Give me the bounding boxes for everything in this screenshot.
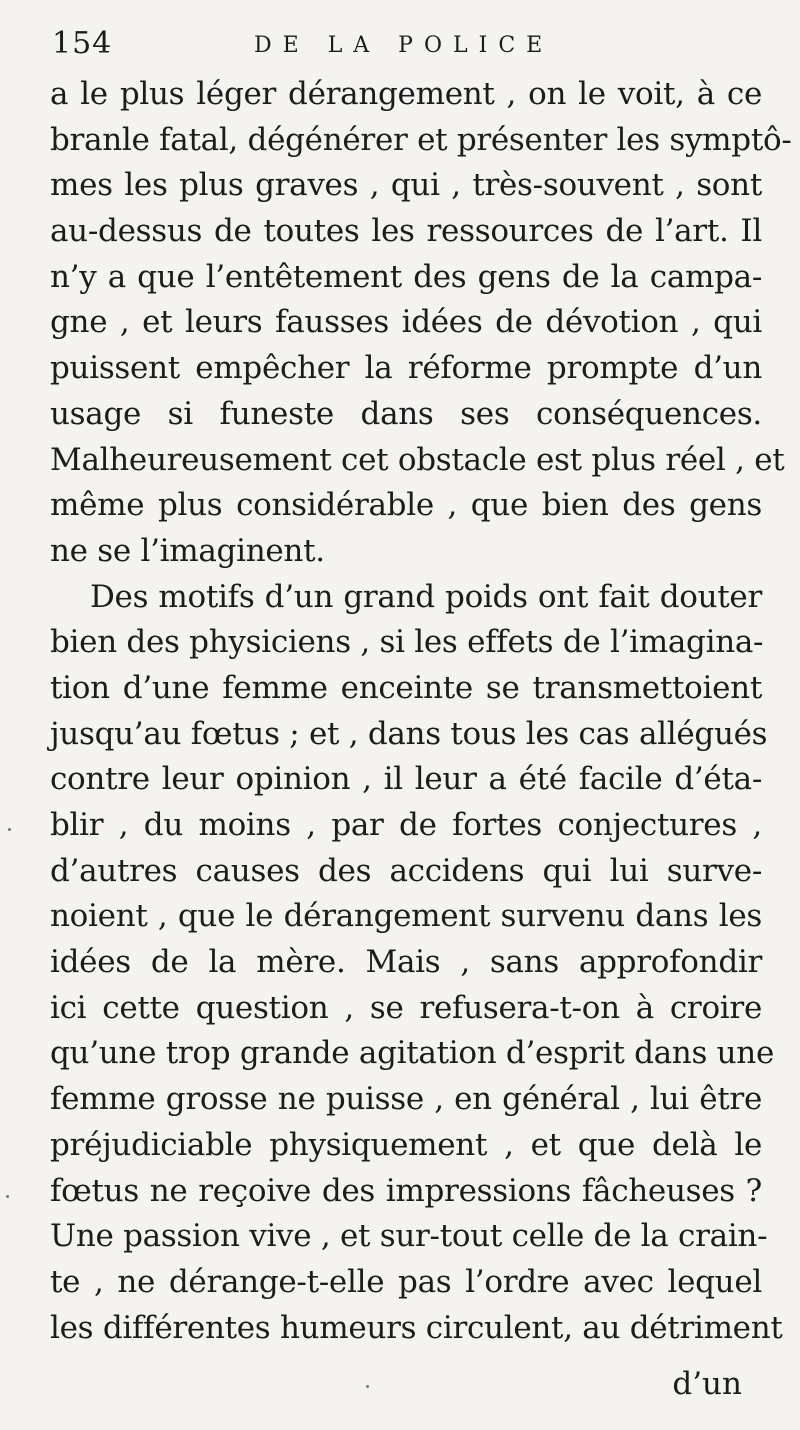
text-line: usage si funeste dans ses conséquences. [50, 395, 762, 432]
text-line: femme grosse ne puisse , en général , lui être [50, 1081, 762, 1118]
text-line: au-dessus de toutes les ressources de l’art. Il [50, 213, 762, 250]
text-line: te , ne dérange-t-elle pas l’ordre avec lequel [50, 1263, 762, 1300]
text-line: tion d’une femme enceinte se transmettoient [50, 669, 762, 706]
print-speck [6, 1195, 9, 1198]
body-text [50, 72, 792, 1351]
text-line: mes les plus graves , qui , très-souvent , sont [50, 167, 762, 204]
text-line: ne se l’imaginent. [50, 532, 325, 569]
text-line: Malheureusement cet obstacle est plus réel , et [50, 441, 785, 478]
text-line: a le plus léger dérangement , on le voit, à ce [50, 76, 762, 112]
text-line: Une passion vive , et sur-tout celle de la crain- [50, 1218, 768, 1255]
text-line: qu’une trop grande agitation d’esprit dans une [50, 1035, 774, 1072]
catchword: d’un [672, 1366, 742, 1402]
print-speck [8, 828, 11, 831]
text-line: jusqu’au fœtus ; et , dans tous les cas allégués [50, 715, 768, 752]
text-line: Des motifs d’un grand poids ont fait douter [90, 578, 762, 615]
text-line: d’autres causes des accidens qui lui surve- [50, 852, 762, 889]
text-line: même plus considérable , que bien des gens [50, 487, 762, 524]
text-line: blir , du moins , par de fortes conjectures , [50, 807, 762, 843]
text-line: les différentes humeurs circulent, au détriment [50, 1309, 783, 1346]
running-title: DE LA POLICE [254, 33, 554, 58]
text-line: noient , que le dérangement survenu dans les [50, 898, 762, 935]
text-line: contre leur opinion , il leur a été facile d’éta- [50, 761, 762, 798]
text-line: n’y a que l’entêtement des gens de la campa- [50, 258, 762, 295]
text-line: ici cette question , se refusera-t-on à croire [50, 989, 762, 1026]
running-head [52, 26, 772, 66]
text-line: branle fatal, dégénérer et présenter les symptô- [50, 121, 792, 158]
text-line: bien des physiciens , si les effets de l’imagina- [50, 624, 764, 661]
text-line: fœtus ne reçoive des impressions fâcheuses ? [50, 1172, 762, 1209]
text-line: gne , et leurs fausses idées de dévotion , qui [50, 304, 762, 341]
text-line: préjudiciable physiquement , et que delà le [50, 1126, 762, 1163]
text-line: puissent empêcher la réforme prompte d’un [50, 350, 762, 387]
print-speck [366, 1385, 369, 1388]
text-line: idées de la mère. Mais , sans approfondir [50, 944, 762, 981]
page-number: 154 [52, 26, 113, 61]
